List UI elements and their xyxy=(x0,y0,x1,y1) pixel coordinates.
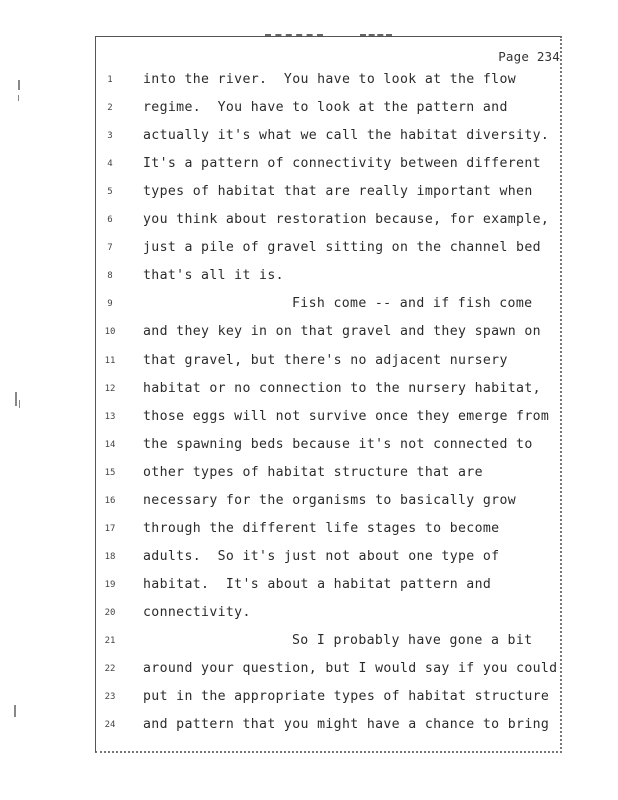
line-number: 15 xyxy=(104,467,116,478)
line-number: 5 xyxy=(107,187,113,198)
transcript-line: necessary for the organisms to basically grow xyxy=(143,492,517,508)
transcript-line: through the different life stages to become xyxy=(143,520,500,536)
line-number: 23 xyxy=(104,692,116,703)
transcript-line: regime. You have to look at the pattern and xyxy=(143,100,508,116)
line-number: 10 xyxy=(104,327,116,338)
transcript-line: actually it's what we call the habitat diversity. xyxy=(143,128,550,144)
transcript-line: into the river. You have to look at the flow xyxy=(143,72,517,87)
transcript-line: and pattern that you might have a chance to bring xyxy=(143,717,550,733)
transcript-line: that's all it is. xyxy=(143,268,284,284)
transcript-line: Fish come -- and if fish come xyxy=(292,296,533,312)
line-number: 24 xyxy=(104,720,116,731)
line-number: 16 xyxy=(104,495,116,506)
scan-artifact xyxy=(14,705,16,717)
transcript-line: adults. So it's just not about one type of xyxy=(143,548,500,564)
transcript-line: around your question, but I would say if you could xyxy=(143,661,558,677)
transcript-line: just a pile of gravel sitting on the channel bed xyxy=(143,240,541,256)
line-number: 11 xyxy=(104,355,116,366)
line-number: 22 xyxy=(104,664,116,675)
line-number: 18 xyxy=(104,551,116,562)
line-number: 8 xyxy=(107,271,113,282)
line-number: 12 xyxy=(104,383,116,394)
line-number: 13 xyxy=(104,411,116,422)
line-number: 2 xyxy=(107,103,113,114)
page-number: Page 234 xyxy=(498,49,560,64)
line-number: 19 xyxy=(104,579,116,590)
transcript-line: other types of habitat structure that are xyxy=(143,464,483,480)
line-number: 6 xyxy=(107,215,113,226)
line-number: 3 xyxy=(107,131,113,142)
scan-artifact xyxy=(18,80,20,90)
line-number: 21 xyxy=(104,636,116,646)
transcript-line: So I probably have gone a bit xyxy=(292,633,533,648)
scan-artifact xyxy=(19,400,20,408)
transcript-line: habitat. It's about a habitat pattern and xyxy=(143,576,492,592)
line-number: 4 xyxy=(107,159,113,170)
scan-artifact xyxy=(18,95,19,101)
line-number: 1 xyxy=(107,75,113,85)
transcript-line: put in the appropriate types of habitat structure xyxy=(143,689,550,705)
line-number: 14 xyxy=(104,439,116,450)
transcript-line: types of habitat that are really important when xyxy=(143,184,533,200)
transcript-line: those eggs will not survive once they emerge from xyxy=(143,408,550,424)
transcript-line: and they key in on that gravel and they spawn on xyxy=(143,324,541,340)
transcript-line: It's a pattern of connectivity between different xyxy=(143,156,541,172)
line-number: 7 xyxy=(107,243,113,254)
transcript-line: the spawning beds because it's not connected to xyxy=(143,436,533,452)
scan-artifact xyxy=(15,392,17,406)
line-number: 17 xyxy=(104,523,116,534)
transcript-line: that gravel, but there's no adjacent nursery xyxy=(143,352,508,368)
line-number: 9 xyxy=(107,299,113,310)
transcript-line: habitat or no connection to the nursery habitat, xyxy=(143,380,541,396)
transcript-line: you think about restoration because, for example, xyxy=(143,212,550,228)
transcript-line: connectivity. xyxy=(143,604,251,620)
line-number: 20 xyxy=(104,607,116,618)
